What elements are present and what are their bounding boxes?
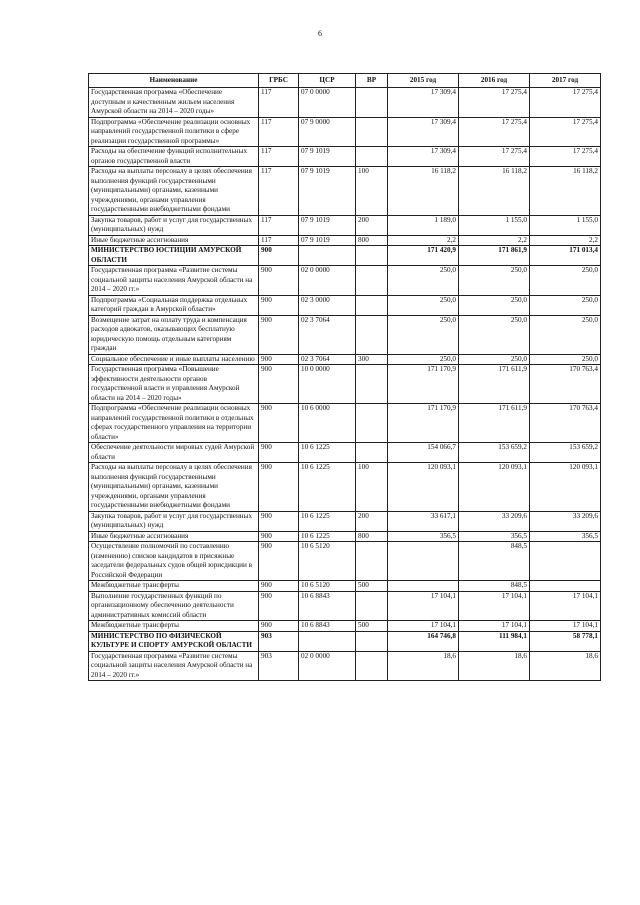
cell-grbs: 117 (259, 167, 299, 216)
cell-csr: 07 9 1019 (299, 167, 356, 216)
cell-vr (356, 266, 388, 296)
cell-name: Межбюджетные трансферты (89, 581, 259, 592)
cell-name: Возмещение затрат на оплату труда и компенсация расходов адвокатов, оказывающих бесплатную юридическую помощь отдельным категориям граждан (89, 315, 259, 354)
cell-2015: 356,5 (388, 531, 459, 542)
header-2016: 2016 год (459, 74, 530, 88)
cell-2016: 2,2 (459, 235, 530, 246)
cell-csr: 02 3 7064 (299, 315, 356, 354)
cell-vr: 200 (356, 215, 388, 235)
cell-2015 (388, 581, 459, 592)
cell-2016: 33 209,6 (459, 511, 530, 531)
cell-grbs: 117 (259, 215, 299, 235)
table-row (89, 531, 601, 542)
cell-2017: 16 118,2 (530, 167, 601, 216)
cell-2017: 17 275,4 (530, 88, 601, 118)
cell-2015: 154 066,7 (388, 443, 459, 463)
cell-2016: 848,5 (459, 581, 530, 592)
cell-name: Государственная программа «Развитие системы социальной защиты населения Амурской области на 2014 – 2020 гг.» (89, 266, 259, 296)
cell-grbs: 900 (259, 266, 299, 296)
cell-vr: 800 (356, 235, 388, 246)
cell-2016: 111 984,1 (459, 631, 530, 651)
table-row (89, 581, 601, 592)
cell-name: Закупка товаров, работ и услуг для государственных (муниципальных) нужд (89, 511, 259, 531)
cell-csr: 10 6 8843 (299, 621, 356, 632)
table-row (89, 147, 601, 167)
cell-2017: 17 275,4 (530, 117, 601, 147)
cell-vr (356, 404, 388, 443)
cell-csr: 10 6 0000 (299, 404, 356, 443)
cell-2017: 250,0 (530, 295, 601, 315)
cell-2015: 164 746,8 (388, 631, 459, 651)
cell-2015: 17 104,1 (388, 621, 459, 632)
cell-csr: 10 6 1225 (299, 463, 356, 512)
cell-2016: 250,0 (459, 266, 530, 296)
table-row (89, 511, 601, 531)
cell-2015: 17 309,4 (388, 88, 459, 118)
cell-grbs: 900 (259, 463, 299, 512)
cell-csr: 02 0 0000 (299, 651, 356, 681)
table-row (89, 215, 601, 235)
table-row (89, 404, 601, 443)
cell-2017 (530, 542, 601, 581)
cell-2015: 17 309,4 (388, 147, 459, 167)
cell-name: Социальное обеспечение и иные выплаты населению (89, 354, 259, 365)
cell-2015: 250,0 (388, 315, 459, 354)
cell-name: Иные бюджетные ассигнования (89, 531, 259, 542)
cell-csr: 10 0 0000 (299, 365, 356, 404)
header-2017: 2017 год (530, 74, 601, 88)
cell-csr: 10 6 5120 (299, 581, 356, 592)
cell-2016: 171 611,9 (459, 365, 530, 404)
table-header (89, 74, 601, 88)
table-row (89, 463, 601, 512)
cell-2015: 17 104,1 (388, 591, 459, 621)
cell-csr: 10 6 5120 (299, 542, 356, 581)
cell-csr: 07 9 1019 (299, 235, 356, 246)
cell-csr (299, 246, 356, 266)
cell-name: Подпрограмма «Обеспечение реализации основных направлений государственной политики в сфере реализации государственной программы» (89, 117, 259, 147)
cell-name: Расходы на обеспечение функций исполнительных органов государственной власти (89, 147, 259, 167)
cell-2017: 250,0 (530, 315, 601, 354)
table-row (89, 235, 601, 246)
cell-2016: 17 104,1 (459, 621, 530, 632)
cell-grbs: 117 (259, 235, 299, 246)
header-name: Наименование (89, 74, 259, 88)
cell-2017: 153 659,2 (530, 443, 601, 463)
cell-2015: 171 420,9 (388, 246, 459, 266)
cell-grbs: 900 (259, 591, 299, 621)
cell-grbs: 903 (259, 631, 299, 651)
cell-2016: 250,0 (459, 295, 530, 315)
cell-grbs: 900 (259, 365, 299, 404)
cell-vr (356, 542, 388, 581)
cell-name: Государственная программа «Обеспечение доступным и качественным жильем населения Амурской области на 2014 – 2020 годы» (89, 88, 259, 118)
cell-2016: 17 275,4 (459, 117, 530, 147)
table-row (89, 443, 601, 463)
cell-2017: 170 763,4 (530, 404, 601, 443)
cell-grbs: 900 (259, 581, 299, 592)
cell-vr (356, 88, 388, 118)
cell-vr: 200 (356, 511, 388, 531)
table-row (89, 117, 601, 147)
cell-name: Закупка товаров, работ и услуг для государственных (муниципальных) нужд (89, 215, 259, 235)
cell-2015: 250,0 (388, 266, 459, 296)
cell-name: Государственная программа «Повышение эффективности деятельности органов государственной власти и управления Амурской области на 2014 – 2020 годы» (89, 365, 259, 404)
cell-grbs: 903 (259, 651, 299, 681)
cell-2015: 33 617,1 (388, 511, 459, 531)
cell-csr: 10 6 1225 (299, 511, 356, 531)
cell-name: Расходы на выплаты персоналу в целях обеспечения выполнения функций государственными (муниципальными) органами, казенными учреждениями, органами управления государственными внебюджетными фондами (89, 167, 259, 216)
cell-2015: 250,0 (388, 295, 459, 315)
cell-vr (356, 246, 388, 266)
cell-vr: 100 (356, 463, 388, 512)
cell-2016: 356,5 (459, 531, 530, 542)
cell-csr: 02 0 0000 (299, 266, 356, 296)
cell-2017: 58 778,1 (530, 631, 601, 651)
cell-grbs: 900 (259, 531, 299, 542)
table-row (89, 621, 601, 632)
cell-2015: 250,0 (388, 354, 459, 365)
header-vr: ВР (356, 74, 388, 88)
cell-csr: 07 9 1019 (299, 215, 356, 235)
cell-2017: 1 155,0 (530, 215, 601, 235)
cell-grbs: 900 (259, 443, 299, 463)
cell-2016: 153 659,2 (459, 443, 530, 463)
cell-2017 (530, 581, 601, 592)
cell-2016: 848,5 (459, 542, 530, 581)
cell-vr (356, 365, 388, 404)
cell-vr (356, 117, 388, 147)
cell-vr: 500 (356, 581, 388, 592)
cell-name: МИНИСТЕРСТВО ПО ФИЗИЧЕСКОЙ КУЛЬТУРЕ И СПОРТУ АМУРСКОЙ ОБЛАСТИ (89, 631, 259, 651)
cell-csr: 07 9 1019 (299, 147, 356, 167)
table-row (89, 246, 601, 266)
cell-grbs: 900 (259, 542, 299, 581)
cell-name: Расходы на выплаты персоналу в целях обеспечения выполнения функций государственными (муниципальными) органами, казенными учреждениями, органами управления государственными внебюджетными фондами (89, 463, 259, 512)
cell-grbs: 900 (259, 621, 299, 632)
cell-csr: 10 6 1225 (299, 443, 356, 463)
cell-2015: 17 309,4 (388, 117, 459, 147)
cell-csr: 02 3 0000 (299, 295, 356, 315)
cell-name: Обеспечение деятельности мировых судей Амурской области (89, 443, 259, 463)
cell-2015: 16 118,2 (388, 167, 459, 216)
cell-name: Подпрограмма «Обеспечение реализации основных направлений государственной политики в отдельных сферах государственного управления на территории области» (89, 404, 259, 443)
cell-vr: 800 (356, 531, 388, 542)
cell-2015: 1 189,0 (388, 215, 459, 235)
cell-csr (299, 631, 356, 651)
cell-2015: 18,6 (388, 651, 459, 681)
table-row (89, 631, 601, 651)
cell-grbs: 117 (259, 88, 299, 118)
cell-2016: 17 104,1 (459, 591, 530, 621)
cell-2016: 171 611,9 (459, 404, 530, 443)
header-2015: 2015 год (388, 74, 459, 88)
cell-2016: 1 155,0 (459, 215, 530, 235)
cell-grbs: 117 (259, 147, 299, 167)
cell-2015: 120 093,1 (388, 463, 459, 512)
table-row (89, 315, 601, 354)
cell-grbs: 900 (259, 404, 299, 443)
cell-name: Государственная программа «Развитие системы социальной защиты населения Амурской области на 2014 – 2020 гг.» (89, 651, 259, 681)
cell-vr: 100 (356, 167, 388, 216)
cell-csr: 02 3 7064 (299, 354, 356, 365)
header-grbs: ГРБС (259, 74, 299, 88)
cell-2016: 17 275,4 (459, 88, 530, 118)
cell-vr: 500 (356, 621, 388, 632)
cell-vr (356, 591, 388, 621)
cell-vr (356, 295, 388, 315)
table-row (89, 266, 601, 296)
table-row (89, 591, 601, 621)
cell-2017: 18,6 (530, 651, 601, 681)
cell-vr (356, 147, 388, 167)
table-row (89, 354, 601, 365)
budget-table (88, 73, 601, 681)
table-row (89, 167, 601, 216)
cell-2016: 18,6 (459, 651, 530, 681)
cell-2017: 17 275,4 (530, 147, 601, 167)
cell-2017: 250,0 (530, 354, 601, 365)
table-row (89, 542, 601, 581)
table-row (89, 88, 601, 118)
cell-2016: 120 093,1 (459, 463, 530, 512)
table-row (89, 651, 601, 681)
cell-csr: 10 6 1225 (299, 531, 356, 542)
cell-2016: 250,0 (459, 354, 530, 365)
cell-vr (356, 443, 388, 463)
cell-name: МИНИСТЕРСТВО ЮСТИЦИИ АМУРСКОЙ ОБЛАСТИ (89, 246, 259, 266)
cell-2017: 17 104,1 (530, 591, 601, 621)
header-csr: ЦСР (299, 74, 356, 88)
cell-grbs: 900 (259, 354, 299, 365)
cell-name: Межбюджетные трансферты (89, 621, 259, 632)
cell-2017: 250,0 (530, 266, 601, 296)
cell-name: Подпрограмма «Социальная поддержка отдельных категорий граждан в Амурской области» (89, 295, 259, 315)
cell-2017: 33 209,6 (530, 511, 601, 531)
cell-csr: 07 9 0000 (299, 117, 356, 147)
table-row (89, 365, 601, 404)
cell-csr: 10 6 8843 (299, 591, 356, 621)
cell-grbs: 900 (259, 511, 299, 531)
cell-2017: 17 104,1 (530, 621, 601, 632)
cell-vr (356, 315, 388, 354)
cell-2016: 171 861,9 (459, 246, 530, 266)
cell-2015: 2,2 (388, 235, 459, 246)
cell-2017: 171 013,4 (530, 246, 601, 266)
table-row (89, 295, 601, 315)
page-number: 6 (318, 29, 322, 38)
cell-2016: 250,0 (459, 315, 530, 354)
header-row (89, 74, 601, 88)
cell-2017: 356,5 (530, 531, 601, 542)
cell-csr: 07 0 0000 (299, 88, 356, 118)
cell-name: Выполнение государственных функций по организационному обеспечению деятельности административных комиссий области (89, 591, 259, 621)
cell-grbs: 900 (259, 295, 299, 315)
cell-2015 (388, 542, 459, 581)
cell-2017: 120 093,1 (530, 463, 601, 512)
cell-2017: 2,2 (530, 235, 601, 246)
cell-2016: 16 118,2 (459, 167, 530, 216)
cell-vr (356, 631, 388, 651)
cell-grbs: 117 (259, 117, 299, 147)
cell-grbs: 900 (259, 246, 299, 266)
cell-vr (356, 651, 388, 681)
cell-2017: 170 763,4 (530, 365, 601, 404)
cell-2015: 171 170,9 (388, 404, 459, 443)
cell-2016: 17 275,4 (459, 147, 530, 167)
table-body (89, 88, 601, 681)
cell-name: Осуществление полномочий по составлению (изменению) списков кандидатов в присяжные заседатели федеральных судов общей юрисдикции в Российской Федерации (89, 542, 259, 581)
cell-2015: 171 170,9 (388, 365, 459, 404)
cell-vr: 300 (356, 354, 388, 365)
cell-grbs: 900 (259, 315, 299, 354)
cell-name: Иные бюджетные ассигнования (89, 235, 259, 246)
